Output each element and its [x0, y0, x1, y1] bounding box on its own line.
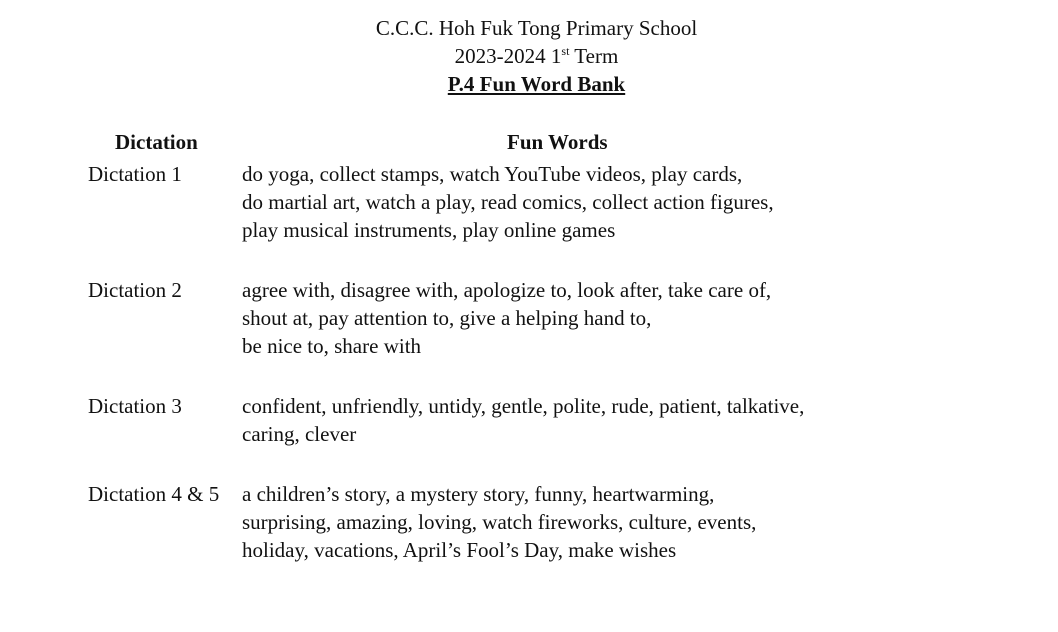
school-term [0, 42, 1058, 70]
word-list [242, 392, 804, 448]
dictation-column-header: Dictation [115, 130, 198, 154]
dictation-label: Dictation 2 [88, 278, 182, 302]
word-line: caring, clever [242, 422, 357, 446]
page-title: P.4 Fun Word Bank [447, 72, 626, 96]
fun-words-column-header: Fun Words [507, 130, 608, 154]
word-line: a children’s story, a mystery story, funny, heartwarming, [242, 482, 715, 506]
dictation-label: Dictation 1 [88, 162, 182, 186]
word-line: do martial art, watch a play, read comics, collect action figures, [242, 190, 774, 214]
term-label: Term [569, 44, 619, 68]
word-line: agree with, disagree with, apologize to, look after, take care of, [242, 278, 772, 302]
term-ordinal-suffix: st [561, 44, 570, 58]
word-line: confident, unfriendly, untidy, gentle, polite, rude, patient, talkative, [242, 394, 805, 418]
word-line: play musical instruments, play online games [242, 218, 616, 242]
school-year: 2023-2024 1 [454, 44, 562, 68]
word-list [242, 160, 774, 244]
word-line: be nice to, share with [242, 334, 422, 358]
document-header [0, 14, 1058, 98]
word-line: shout at, pay attention to, give a helping hand to, [242, 306, 652, 330]
word-line: do yoga, collect stamps, watch YouTube videos, play cards, [242, 162, 743, 186]
word-list [242, 276, 771, 360]
word-line: surprising, amazing, loving, watch fireworks, culture, events, [242, 510, 757, 534]
word-line: holiday, vacations, April’s Fool’s Day, make wishes [242, 538, 677, 562]
word-list [242, 480, 756, 564]
dictation-label: Dictation 3 [88, 394, 182, 418]
school-name: C.C.C. Hoh Fuk Tong Primary School [375, 16, 698, 40]
dictation-label: Dictation 4 & 5 [88, 482, 220, 506]
